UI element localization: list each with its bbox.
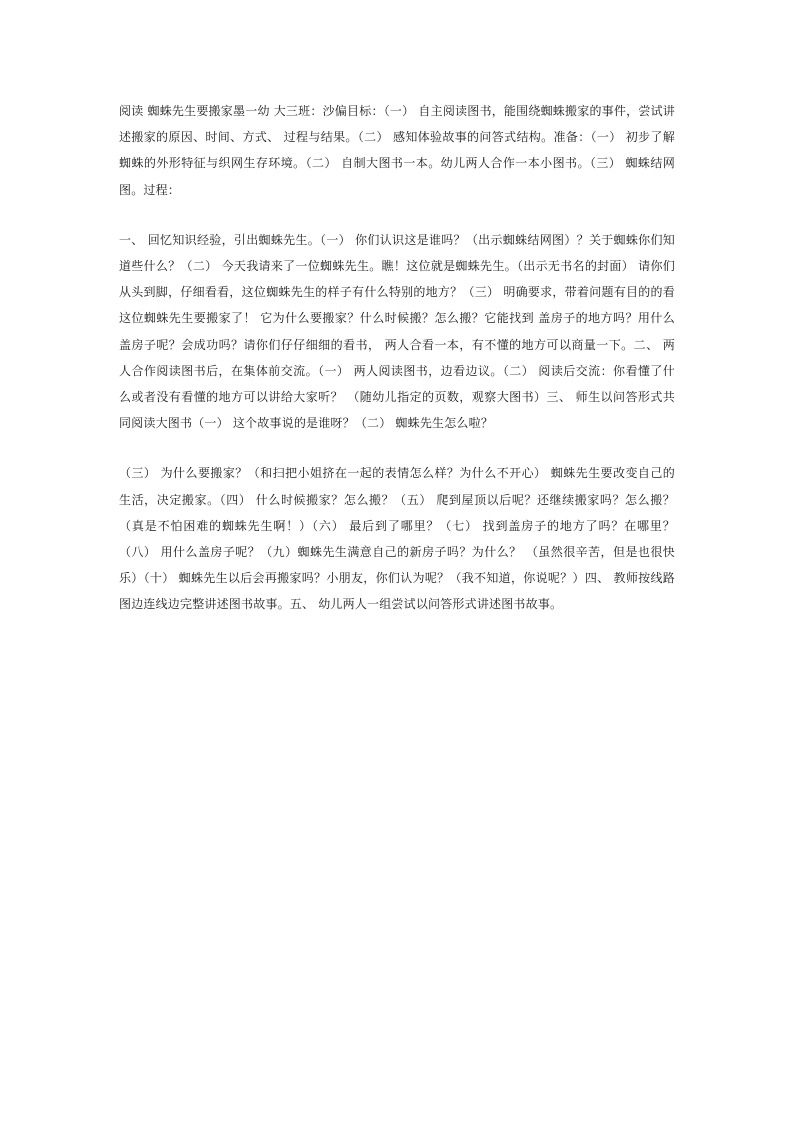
paragraph-reading-questions: （三） 为什么要搬家？（和扫把小姐挤在一起的表情怎么样？为什么不开心） 蜘蛛先生要改变自己的生活，决定搬家。（四） 什么时候搬家？怎么搬？（五） 爬到屋顶以后呢？还继续搬家吗？怎么搬？（真是不怕困难的蜘蛛先生啊！）（六） 最后到了哪里？（七） 找到盖房子的地方了吗？在哪里？（八） 用什么盖房子呢？（九）蜘蛛先生满意自己的新房子吗？为什么？ （虽然很辛苦，但是也很快乐）（十） 蜘蛛先生以后会再搬家吗？小朋友，你们认为呢？（我不知道，你说呢？）四、 教师按线路图边连线边完整讲述图书故事。五、 幼儿两人一组尝试以问答形式讲述图书故事。 xyxy=(119,466,675,612)
document-body xyxy=(119,98,675,618)
paragraph-process-steps: 一、 回忆知识经验，引出蜘蛛先生。（一） 你们认识这是谁吗？（出示蜘蛛结网图）？关于蜘蛛你们知道些什么？（二） 今天我请来了一位蜘蛛先生。瞧！这位就是蜘蛛先生。（出示无书名的封面） 请你们从头到脚，仔细看看，这位蜘蛛先生的样子有什么特别的地方？（三） 明确要求，带着问题有目的的看这位蜘蛛先生要搬家了！ 它为什么要搬家？什么时候搬？怎么搬？它能找到 盖房子的地方吗？用什么盖房子呢？会成功吗？请你们仔仔细细的看书， 两人合看一本，有不懂的地方可以商量一下。二、 两人合作阅读图书后，在集体前交流。（一） 两人阅读图书，边看边议。（二） 阅读后交流：你看懂了什么或者没有看懂的地方可以讲给大家听？ （随幼儿指定的页数，观察大图书）三、 师生以问答形式共同阅读大图书（一） 这个故事说的是谁呀？（二） 蜘蛛先生怎么啦？ xyxy=(119,232,675,431)
paragraph-goals-preparation: 阅读 蜘蛛先生要搬家墨一幼 大三班：沙偏目标：（一） 自主阅读图书，能围绕蜘蛛搬家的事件，尝试讲述搬家的原因、时间、方式、 过程与结果。（二） 感知体验故事的问答式结构。准备：（一） 初步了解蜘蛛的外形特征与织网生存环境。（二） 自制大图书一本。幼儿两人合作一本小图书。（三） 蜘蛛结网图。过程： xyxy=(119,104,675,197)
